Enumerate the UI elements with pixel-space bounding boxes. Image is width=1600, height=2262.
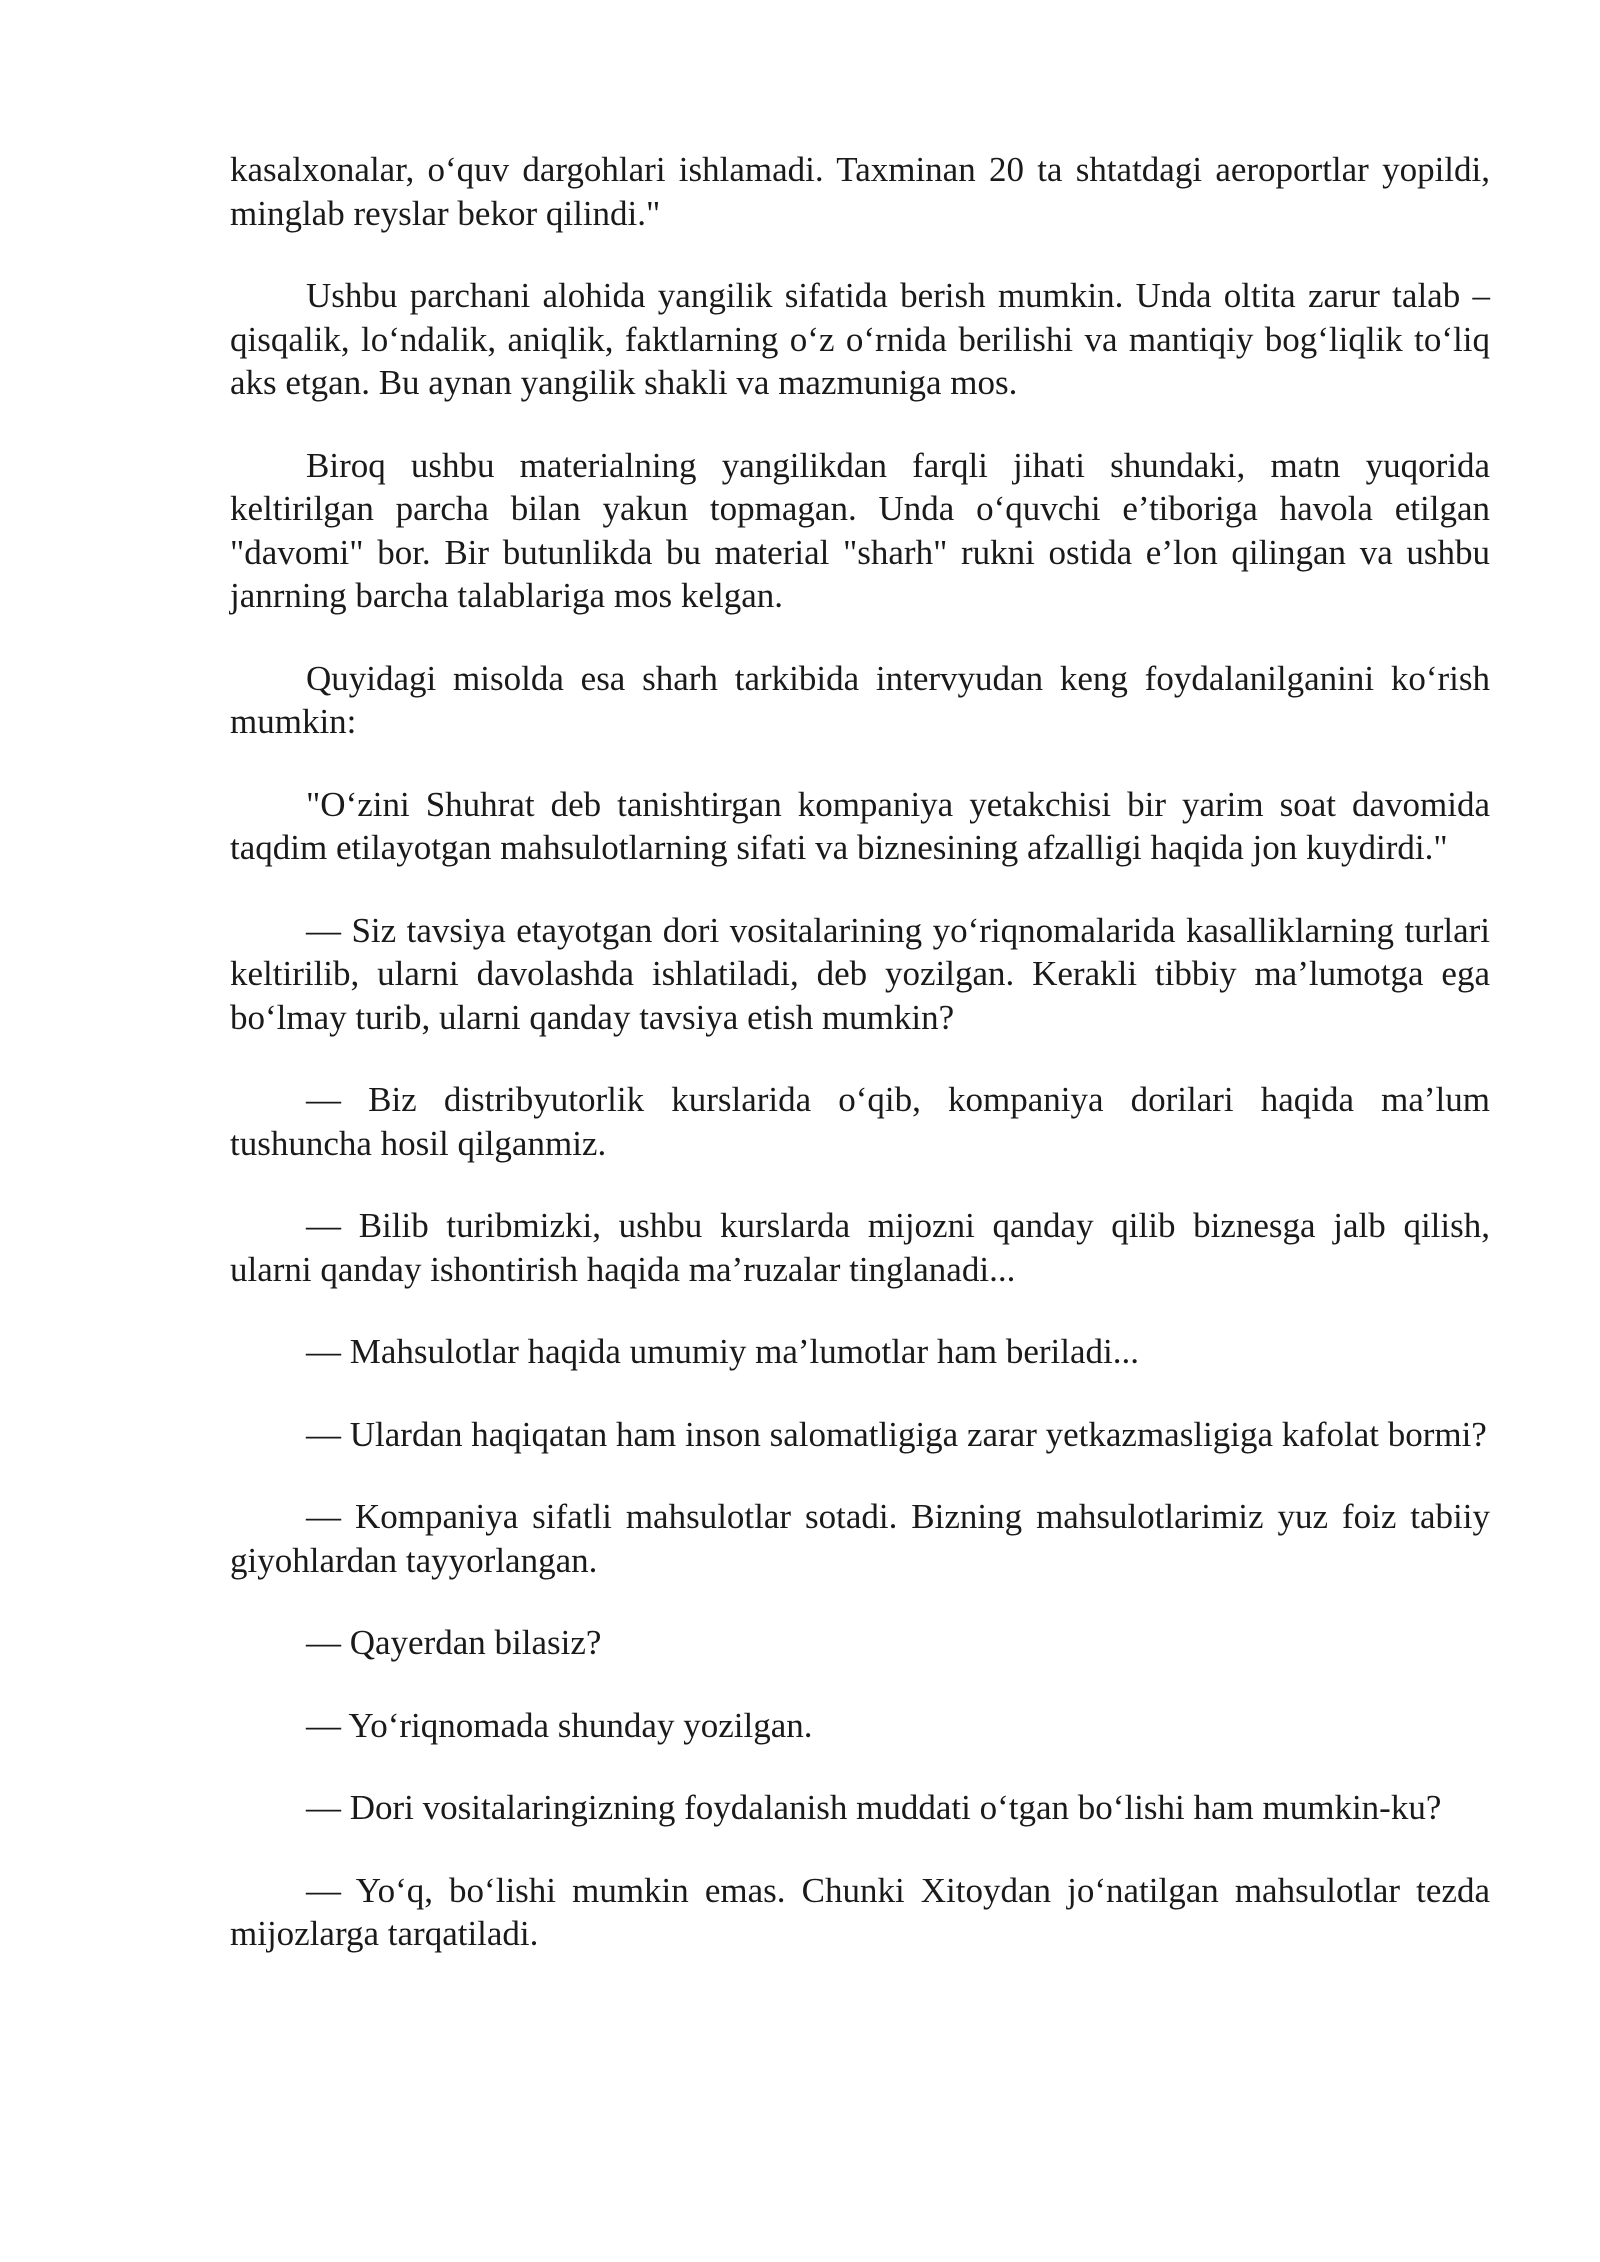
dialogue-line: — Yo‘q, bo‘lishi mumkin emas. Chunki Xitoydan jo‘natilgan mahsulotlar tezda mijozlarga tarqatiladi.	[230, 1870, 1490, 1953]
dialogue-line: — Biz distribyutorlik kurslarida o‘qib, kompaniya dorilari haqida ma’lum tushuncha hosil qilganmiz.	[230, 1080, 1490, 1163]
document-body	[230, 148, 1490, 1995]
dialogue-line: — Dori vositalaringizning foydalanish muddati o‘tgan bo‘lishi ham mumkin-ku?	[306, 1788, 1442, 1827]
paragraph: Biroq ushbu materialning yangilikdan farqli jihati shundaki, matn yuqorida keltirilgan parcha bilan yakun topmagan. Unda o‘quvchi e’tiboriga havola etilgan "davomi" bor. Bir butunlikda bu material "sharh" rukni ostida e’lon qilingan va ushbu janrning barcha talablariga mos kelgan.	[230, 445, 1490, 615]
dialogue-line: — Qayerdan bilasiz?	[306, 1623, 602, 1662]
paragraph-continuation: kasalxonalar, o‘quv dargohlari ishlamadi. Taxminan 20 ta shtatdagi aeroportlar yopildi, minglab reyslar bekor qilindi."	[230, 150, 1490, 233]
dialogue-line: — Ulardan haqiqatan ham inson salomatligiga zarar yetkazmasligiga kafolat bormi?	[306, 1414, 1487, 1454]
quote-paragraph: "O‘zini Shuhrat deb tanishtirgan kompaniya yetakchisi bir yarim soat davomida taqdim etilayotgan mahsulotlarning sifati va biznesining afzalligi haqida jon kuydirdi."	[230, 784, 1490, 867]
dialogue-line: — Siz tavsiya etayotgan dori vositalarining yo‘riqnomalarida kasalliklarning turlari keltirilib, ularni davolashda ishlatiladi, deb yozilgan. Kerakli tibbiy ma’lumotga ega bo‘lmay turib, ularni qanday tavsiya etish mumkin?	[230, 910, 1490, 1037]
dialogue-line: — Bilib turibmizki, ushbu kurslarda mijozni qanday qilib biznesga jalb qilish, ularni qanday ishontirish haqida ma’ruzalar tinglanadi...	[230, 1206, 1490, 1289]
dialogue-line: — Kompaniya sifatli mahsulotlar sotadi. Bizning mahsulotlarimiz yuz foiz tabiiy giyohlardan tayyorlangan.	[230, 1497, 1490, 1580]
dialogue-line: — Yo‘riqnomada shunday yozilgan.	[306, 1705, 813, 1745]
paragraph: Ushbu parchani alohida yangilik sifatida berish mumkin. Unda oltita zarur talab – qisqalik, lo‘ndalik, aniqlik, faktlarning o‘z o‘rnida berilishi va mantiqiy bog‘liqlik to‘liq aks etgan. Bu aynan yangilik shakli va mazmuniga mos.	[230, 276, 1490, 402]
dialogue-line: — Mahsulotlar haqida umumiy ma’lumotlar ham beriladi...	[306, 1332, 1140, 1371]
paragraph: Quyidagi misolda esa sharh tarkibida intervyudan keng foydalanilganini ko‘rish mumkin:	[230, 658, 1490, 741]
